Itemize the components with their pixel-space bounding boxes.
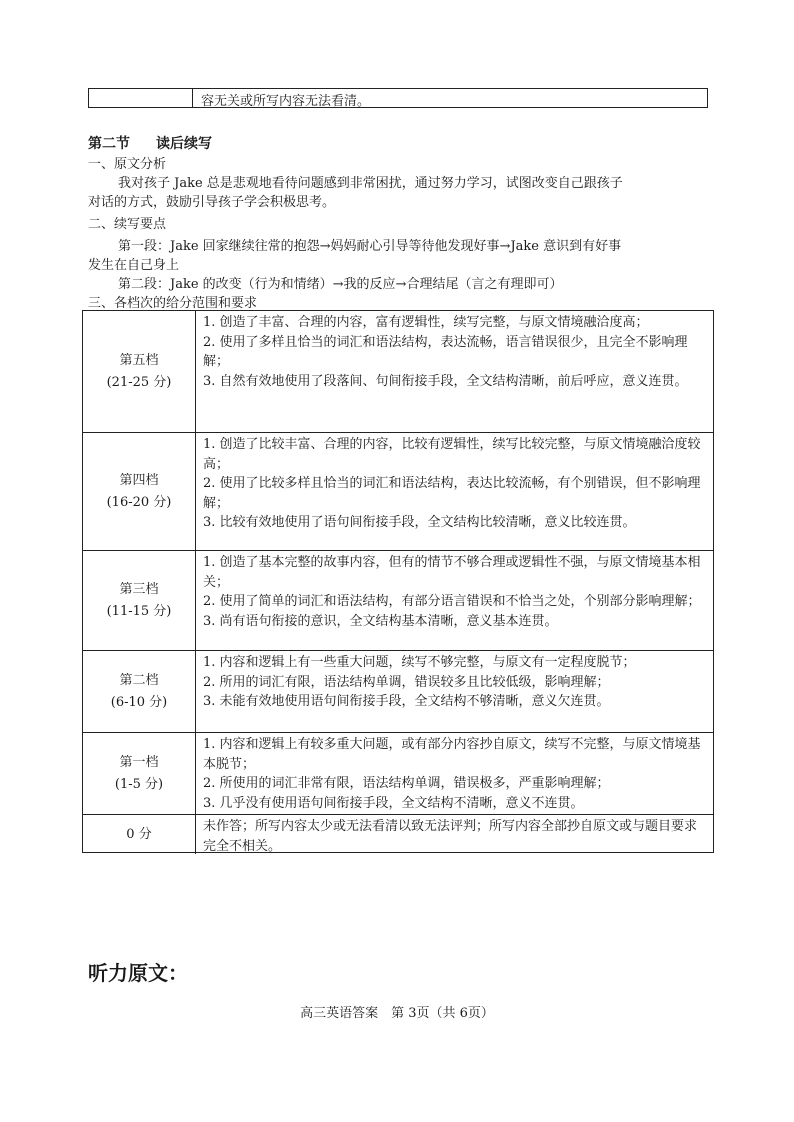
grade-description — [203, 313, 705, 391]
criterion: 3. 比较有效地使用了语句间衔接手段，全文结构比较清晰，意义比较连贯。 — [203, 515, 636, 530]
grade-name: 第三档 — [119, 581, 159, 597]
rubric-row-grade-1 — [83, 733, 713, 815]
page-footer: 高三英语答案 第 3页（共 6页） — [300, 1006, 494, 1021]
grade-description — [203, 553, 705, 631]
section-title: 读后续写 — [156, 136, 212, 152]
listening-script-heading: 听力原文： — [88, 961, 188, 985]
criterion: 2. 使用了简单的词汇和语法结构，有部分语言错误和不恰当之处，个别部分影响理解； — [203, 594, 701, 609]
grade-name: 第一档 — [119, 754, 159, 770]
paragraph-1-point-line-2: 发生在自己身上 — [88, 258, 180, 273]
rubric-row-grade-0 — [83, 815, 713, 854]
rubric-text: 容无关或所写内容无法看清。 — [201, 94, 371, 109]
paragraph-1-point-line-1: 第一段：Jake 回家继续往常的抱怨→妈妈耐心引导等待他发现好事→Jake 意识到有好事 — [118, 239, 622, 254]
criterion: 3. 尚有语句衔接的意识，全文结构基本清晰，意义基本连贯。 — [203, 613, 558, 629]
grade-label-cell — [83, 733, 196, 814]
criterion: 3. 几乎没有使用语句间衔接手段，全文结构不清晰，意义不连贯。 — [203, 795, 584, 811]
criterion: 1. 内容和逻辑上有一些重大问题，续写不够完整，与原文有一定程度脱节； — [203, 655, 636, 670]
analysis-heading: 一、原文分析 — [88, 157, 167, 172]
analysis-text-line-1: 我对孩子 Jake 总是悲观地看待问题感到非常困扰，通过努力学习，试图改变自己跟孩子 — [118, 176, 623, 191]
grade-label-cell — [83, 651, 196, 732]
grade-name: 第四档 — [119, 472, 159, 488]
rubric-heading: 三、各档次的给分范围和要求 — [88, 296, 258, 311]
criterion: 2. 使用了多样且恰当的词汇和语法结构，表达流畅，语言错误很少，且完全不影响理解； — [203, 334, 688, 369]
grade-range: (21-25 分) — [106, 374, 172, 390]
criterion: 1. 创造了基本完整的故事内容，但有的情节不够合理或逻辑性不强，与原文情境基本相关； — [203, 555, 701, 590]
empty-grade-cell — [89, 89, 193, 107]
rubric-row-grade-3 — [83, 551, 713, 651]
rubric-row-grade-5 — [83, 311, 713, 433]
previous-rubric-table-end — [88, 88, 708, 108]
criterion: 2. 所用的词汇有限，语法结构单调，错误较多且比较低级，影响理解； — [203, 674, 610, 690]
points-heading: 二、续写要点 — [88, 217, 167, 232]
criterion: 3. 自然有效地使用了段落间、句间衔接手段，全文结构清晰，前后呼应，意义连贯。 — [203, 373, 688, 389]
grade-description — [203, 435, 705, 533]
criterion: 2. 使用了比较多样且恰当的词汇和语法结构，表达比较流畅，有个别错误，但不影响理解； — [203, 476, 701, 511]
grade-name: 第五档 — [119, 352, 159, 368]
section-heading — [88, 133, 212, 153]
analysis-text-line-2: 对话的方式，鼓励引导孩子学会积极思考。 — [88, 195, 336, 210]
grading-rubric-table — [82, 310, 714, 853]
criterion: 1. 创造了比较丰富、合理的内容，比较有逻辑性，续写比较完整，与原文情境融洽度较高； — [203, 437, 701, 472]
grade-name: 0 分 — [126, 826, 152, 842]
grade-label-cell — [83, 311, 196, 432]
grade-label-cell — [83, 433, 196, 550]
rubric-row-grade-2 — [83, 651, 713, 733]
grade-label-cell — [83, 551, 196, 650]
grade-description — [203, 817, 705, 856]
criterion: 2. 所使用的词汇非常有限，语法结构单调，错误极多，严重影响理解； — [203, 776, 610, 791]
grade-range: (6-10 分) — [110, 694, 168, 710]
grade-range: (16-20 分) — [106, 494, 172, 510]
grade-name: 第二档 — [119, 672, 159, 688]
rubric-row-grade-4 — [83, 433, 713, 551]
grade-range: (1-5 分) — [114, 776, 164, 792]
grade-description — [203, 735, 705, 813]
criterion: 3. 未能有效地使用语句间衔接手段，全文结构不够清晰，意义欠连贯。 — [203, 694, 610, 709]
grade-range: (11-15 分) — [106, 603, 172, 619]
grade-description — [203, 653, 705, 712]
grade-label-cell — [83, 815, 196, 854]
criterion: 1. 内容和逻辑上有较多重大问题，或有部分内容抄自原文，续写不完整，与原文情境基本脱节； — [203, 737, 701, 772]
criterion: 1. 创造了丰富、合理的内容，富有逻辑性，续写完整，与原文情境融洽度高； — [203, 315, 649, 330]
paragraph-2-point: 第二段：Jake 的改变（行为和情绪）→我的反应→合理结尾（言之有理即可） — [118, 277, 563, 292]
section-number: 第二节 — [88, 136, 130, 152]
criterion: 未作答；所写内容太少或无法看清以致无法评判；所写内容全部抄自原文或与题目要求完全不相关。 — [203, 819, 698, 854]
